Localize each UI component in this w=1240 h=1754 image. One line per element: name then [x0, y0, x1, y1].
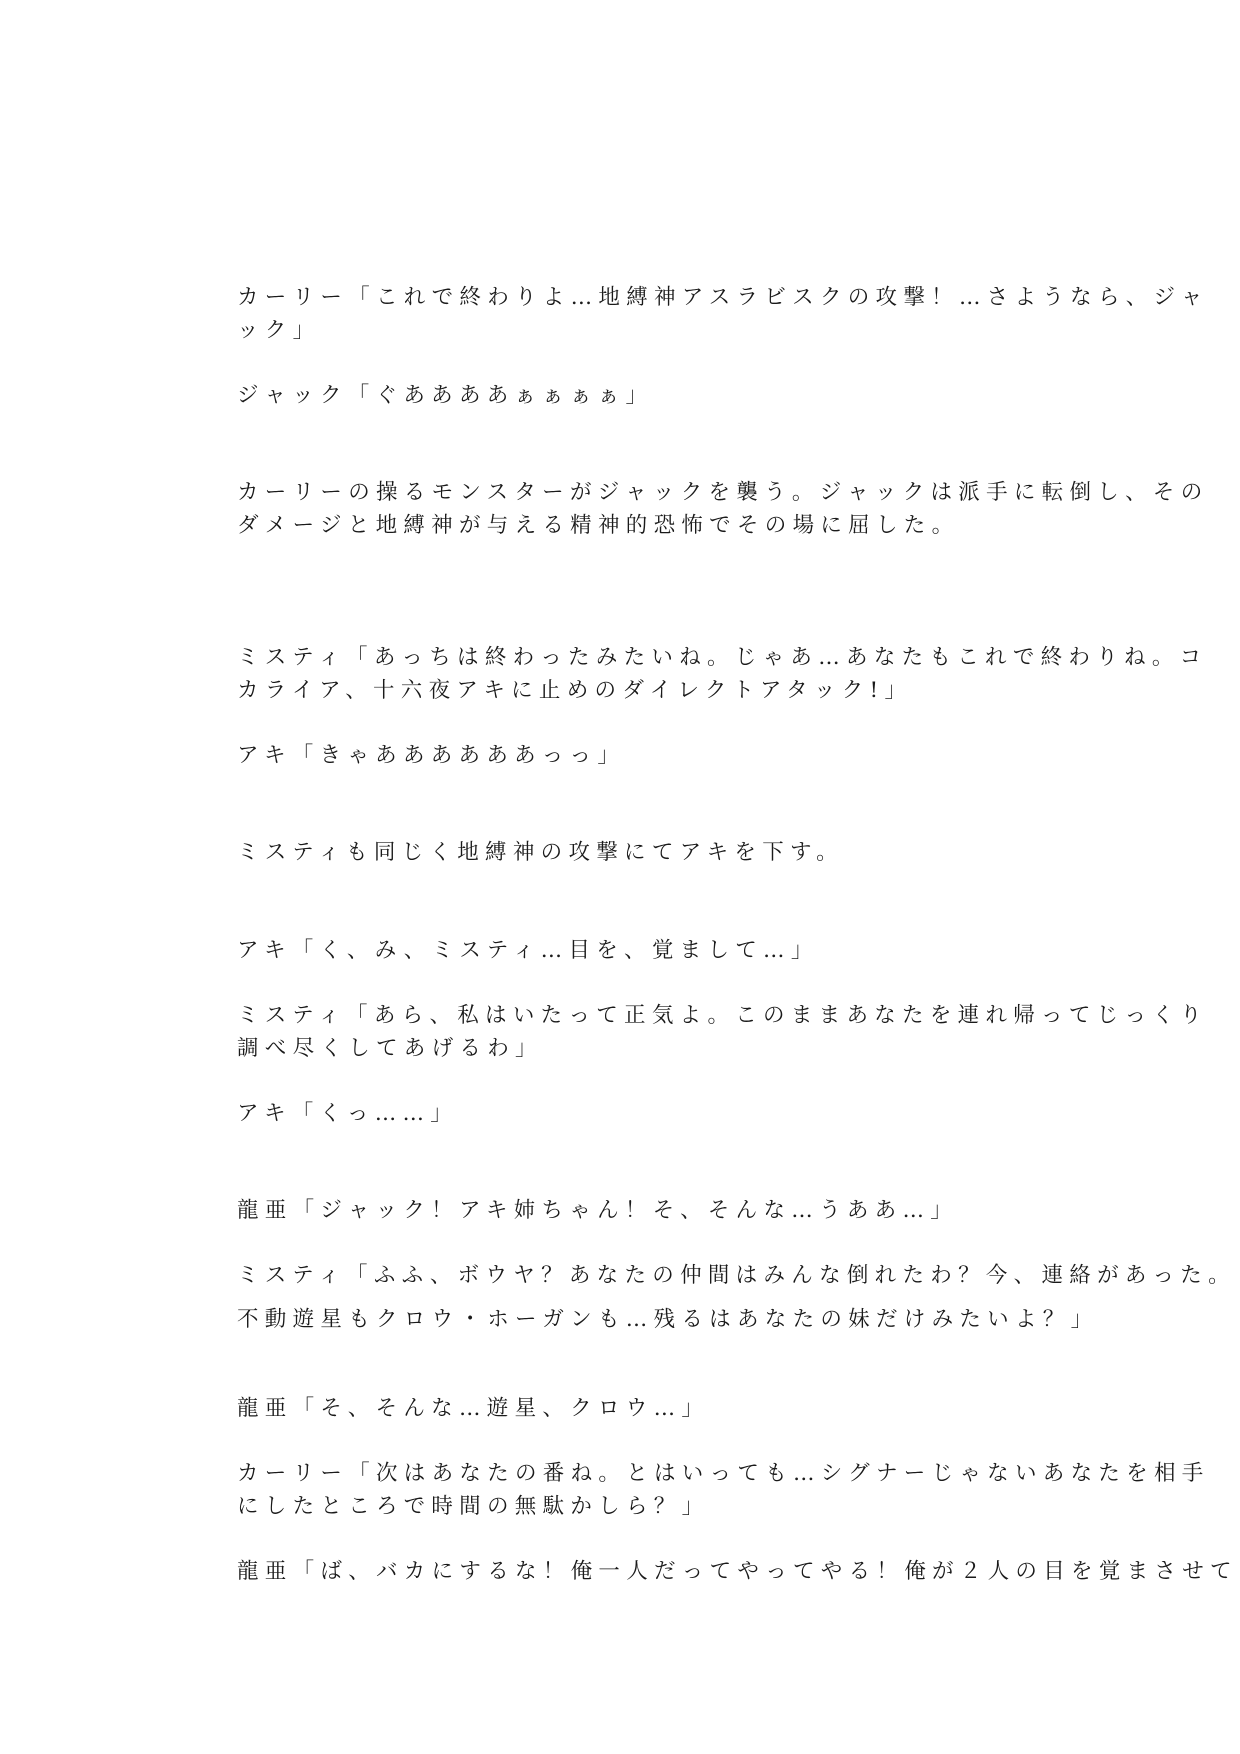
text-line: ジャック「ぐああああぁぁぁぁ」	[237, 383, 654, 408]
text-line: カーリー「これで終わりよ…地縛神アスラビスクの攻撃！…さようなら、ジャ	[237, 285, 1209, 310]
text-line: 龍亜「そ、そんな…遊星、クロウ…」	[237, 1396, 710, 1421]
text-line: 調べ尽くしてあげるわ」	[237, 1036, 543, 1061]
text-line: アキ「くっ……」	[237, 1101, 459, 1126]
text-line: ック」	[237, 318, 321, 343]
text-line: ミスティ「ふふ、ボウヤ？あなたの仲間はみんな倒れたわ？今、連絡があった。	[237, 1263, 1236, 1288]
text-line: カライア、十六夜アキに止めのダイレクトアタック!」	[237, 678, 913, 703]
text-line: ダメージと地縛神が与える精神的恐怖でその場に屈した。	[237, 513, 960, 538]
text-line: 龍亜「ば、バカにするな！俺一人だってやってやる！俺が２人の目を覚まさせて	[237, 1559, 1238, 1584]
text-line: 不動遊星もクロウ・ホーガンも…残るはあなたの妹だけみたいよ？」	[237, 1307, 1099, 1332]
text-line: アキ「きゃああああああっっ」	[237, 743, 626, 768]
text-line: アキ「く、み、ミスティ…目を、覚まして…」	[237, 938, 819, 963]
text-line: にしたところで時間の無駄かしら？」	[237, 1494, 710, 1519]
text-line: 龍亜「ジャック！アキ姉ちゃん！そ、そんな…うああ…」	[237, 1198, 959, 1223]
text-line: カーリーの操るモンスターがジャックを襲う。ジャックは派手に転倒し、その	[237, 480, 1209, 505]
text-line: ミスティも同じく地縛神の攻撃にてアキを下す。	[237, 840, 844, 865]
text-line: ミスティ「あっちは終わったみたいね。じゃあ…あなたもこれで終わりね。コ	[237, 645, 1208, 670]
text-line: カーリー「次はあなたの番ね。とはいっても…シグナーじゃないあなたを相手	[237, 1461, 1210, 1486]
text-line: ミスティ「あら、私はいたって正気よ。このままあなたを連れ帰ってじっくり	[237, 1003, 1208, 1028]
